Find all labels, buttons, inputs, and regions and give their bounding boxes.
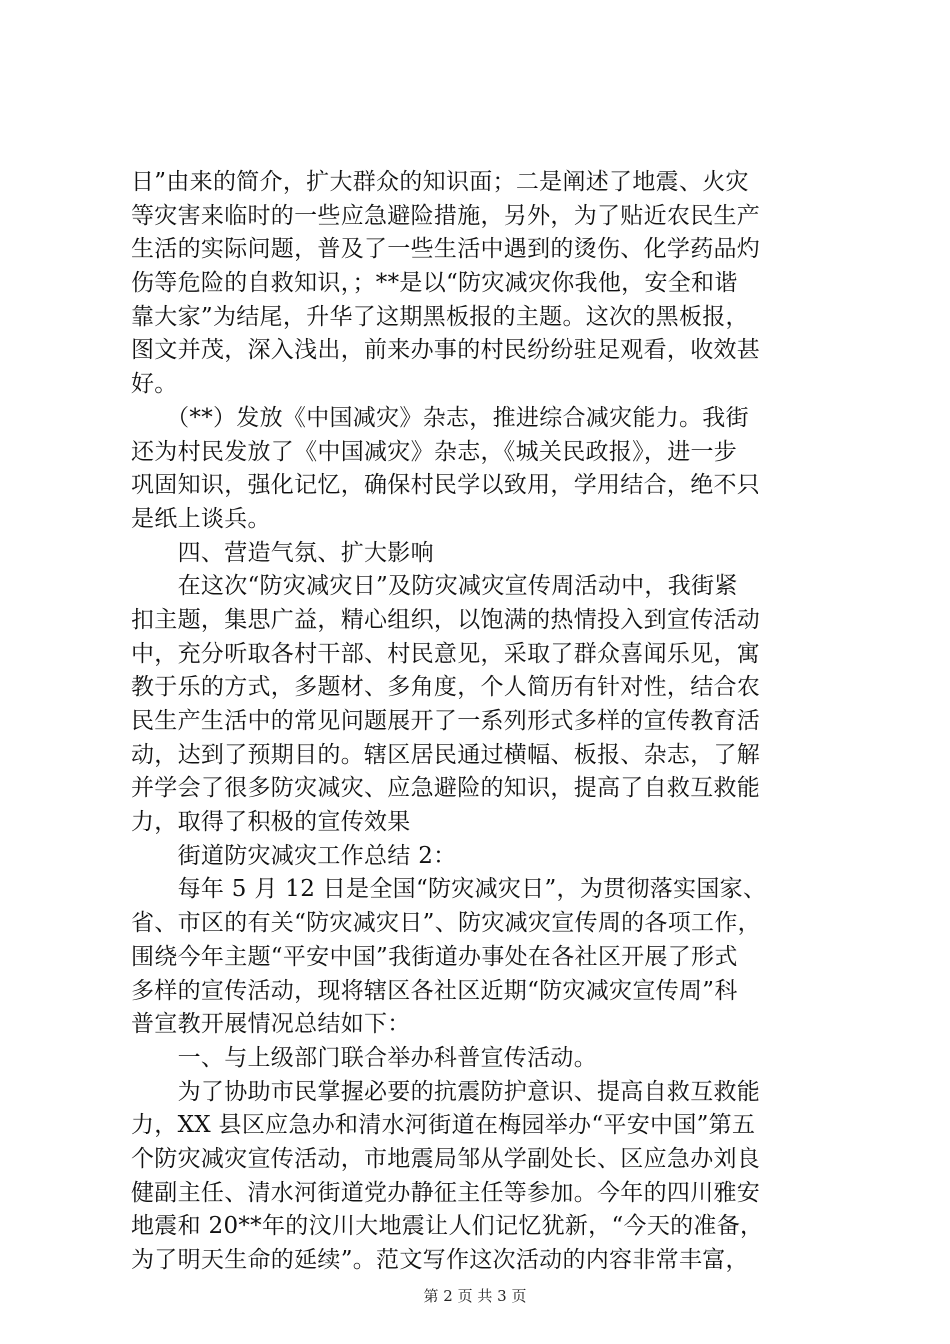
text-line: 图文并茂，深入浅出，前来办事的村民纷纷驻足观看，收效甚 (131, 337, 761, 364)
text-line: 并学会了很多防灾减灾、应急避险的知识，提高了自救互救能 (131, 775, 761, 802)
text-line: 扣主题，集思广益，精心组织，以饱满的热情投入到宣传活动 (131, 606, 761, 633)
text-line: 省、市区的有关“防灾减灾日”、防灾减灾宣传周的各项工作， (131, 910, 761, 937)
text-line: 为了协助市民掌握必要的抗震防护意识、提高自救互救能 (131, 1078, 761, 1105)
text-line: 民生产生活中的常见问题展开了一系列形式多样的宣传教育活 (131, 708, 761, 734)
text-line: 每年 5 月 12 日是全国“防灾减灾日”，为贯彻落实国家、 (131, 876, 767, 903)
text-line: 生活的实际问题，普及了一些生活中遇到的烫伤、化学药品灼 (131, 236, 761, 263)
text-line: 力，取得了积极的宣传效果 (131, 809, 411, 836)
text-line: 健副主任、清水河街道党办静征主任等参加。今年的四川雅安 (131, 1179, 761, 1206)
section-heading: 街道防灾减灾工作总结 2： (131, 842, 457, 869)
page-footer: 第 2 页 共 3 页 (423, 1287, 527, 1305)
text-line: 普宣教开展情况总结如下： (131, 1011, 411, 1038)
text-line: 还为村民发放了《中国减灾》杂志，《城关民政报》，进一步 (131, 438, 738, 465)
text-line: 等灾害来临时的一些应急避险措施，另外，为了贴近农民生产 (131, 202, 761, 229)
text-line: 靠大家”为结尾，升华了这期黑板报的主题。这次的黑板报， (131, 303, 749, 330)
text-line: 巩固知识，强化记忆，确保村民学以致用，学用结合，绝不只 (131, 472, 761, 499)
text-line: 个防灾减灾宣传活动，市地震局邹从学副处长、区应急办刘良 (131, 1145, 761, 1172)
section-heading: 四、营造气氛、扩大影响 (131, 539, 434, 566)
text-line: 为了明天生命的延续”。范文写作这次活动的内容非常丰富， (131, 1247, 749, 1273)
text-line: 动，达到了预期目的。辖区居民通过横幅、板报、杂志，了解 (131, 741, 761, 768)
body-text (131, 166, 831, 1278)
text-line: （**）发放《中国减灾》杂志，推进综合减灾能力。我街 (131, 404, 749, 431)
text-line: 在这次“防灾减灾日”及防灾减灾宣传周活动中，我街紧 (131, 573, 738, 600)
text-line: 教于乐的方式，多题材、多角度，个人简历有针对性，结合农 (131, 674, 761, 701)
text-line: 伤等危险的自救知识，；**是以“防灾减灾你我他，安全和谐 (131, 270, 738, 297)
text-line: 力，XX 县区应急办和清水河街道在梅园举办“平安中国”第五 (131, 1112, 756, 1139)
text-line: 地震和 20**年的汶川大地震让人们记忆犹新，“今天的准备， (131, 1213, 764, 1240)
section-heading: 一、与上级部门联合举办科普宣传活动。 (131, 1044, 597, 1071)
text-line: 中，充分听取各村干部、村民意见，采取了群众喜闻乐见，寓 (131, 640, 761, 667)
text-line: 日”由来的简介，扩大群众的知识面；二是阐述了地震、火灾 (131, 169, 749, 195)
text-line: 是纸上谈兵。 (131, 505, 271, 532)
text-line: 多样的宣传活动，现将辖区各社区近期“防灾减灾宣传周”科 (131, 977, 738, 1004)
text-line: 围绕今年主题“平安中国”我街道办事处在各社区开展了形式 (131, 943, 738, 970)
text-line: 好。 (131, 371, 178, 398)
